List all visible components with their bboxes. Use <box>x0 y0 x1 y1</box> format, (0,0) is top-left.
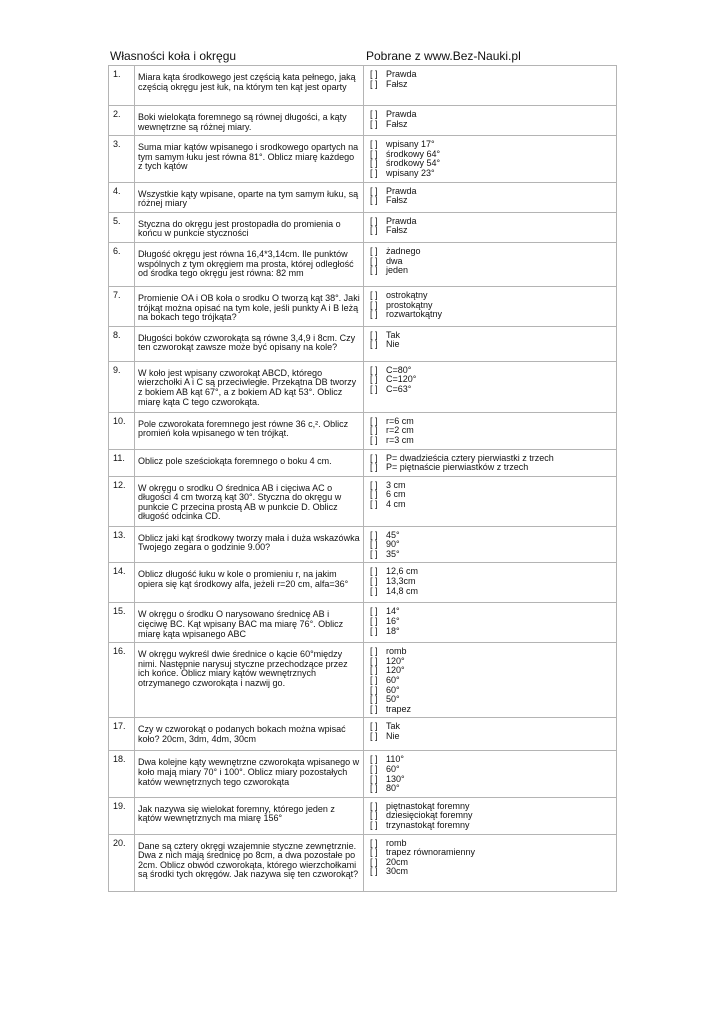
answer-options <box>364 242 617 286</box>
checkbox-icon[interactable]: [ ] <box>370 655 378 666</box>
answer-option-label: C=120° <box>386 374 417 385</box>
question-row <box>109 834 617 891</box>
answer-option-label: r=3 cm <box>386 434 414 445</box>
answer-option[interactable] <box>370 775 613 785</box>
answer-option-label: 110° <box>386 754 404 765</box>
question-row <box>109 449 617 476</box>
answer-option[interactable] <box>370 340 613 350</box>
answer-option[interactable] <box>370 765 613 775</box>
question-row <box>109 643 617 718</box>
question-row <box>109 136 617 182</box>
answer-option-label: trapez równoramienny <box>386 847 476 858</box>
checkbox-icon[interactable]: [ ] <box>370 616 378 627</box>
answer-option[interactable] <box>370 657 613 667</box>
answer-option[interactable] <box>370 540 613 550</box>
answer-options <box>364 136 617 182</box>
answer-options <box>364 286 617 326</box>
answer-option[interactable] <box>370 867 613 877</box>
answer-option[interactable] <box>370 705 613 715</box>
answer-option[interactable] <box>370 722 613 732</box>
checkbox-icon[interactable]: [ ] <box>370 837 378 848</box>
question-number: 13. <box>109 526 135 563</box>
answer-option-label: Prawda <box>386 185 417 196</box>
question-number: 14. <box>109 563 135 603</box>
question-text: Boki wielokąta foremnego są równej długości, a kąty wewnętrzne są różnej miary. <box>135 106 364 136</box>
answer-options <box>364 182 617 212</box>
checkbox-icon[interactable]: [ ] <box>370 452 378 463</box>
checkbox-icon[interactable]: [ ] <box>370 434 378 445</box>
answer-option-label: 3 cm <box>386 479 406 490</box>
answer-option-label: Fałsz <box>386 78 408 89</box>
question-text: Miara kąta środkowego jest częścią kata pełnego, jaką częścią okręgu jest łuk, na którym ten kąt jest oparty <box>135 66 364 106</box>
answer-option[interactable] <box>370 627 613 637</box>
question-text: Suma miar kątów wpisanego i srodkowego opartych na tym samym łuku jest równa 81°. Oblicz miarę każdego z tych kątów <box>135 136 364 182</box>
answer-option[interactable] <box>370 676 613 686</box>
answer-option-label: r=2 cm <box>386 425 414 436</box>
checkbox-icon[interactable]: [ ] <box>370 329 378 340</box>
question-number: 19. <box>109 797 135 834</box>
question-number: 1. <box>109 66 135 106</box>
answer-option-label: trzynastokąt foremny <box>386 819 470 830</box>
question-text: Styczna do okręgu jest prostopadła do promienia o końcu w punkcie styczności <box>135 212 364 242</box>
question-text: Długość okręgu jest równa 16,4*3,14cm. Ile punktów wspólnych z tym okręgiem ma prosta, której odległość od środka tego okręgu jest równa: 82 mm <box>135 242 364 286</box>
question-text: Wszystkie kąty wpisane, oparte na tym samym łuku, są różnej miary <box>135 182 364 212</box>
answer-option[interactable] <box>370 481 613 491</box>
answer-option[interactable] <box>370 500 613 510</box>
checkbox-icon[interactable]: [ ] <box>370 566 378 577</box>
answer-option-label: 60° <box>386 684 400 695</box>
answer-option-label: 14° <box>386 606 400 617</box>
quiz-table <box>108 65 617 892</box>
answer-option-label: 30cm <box>386 866 409 877</box>
answer-option[interactable] <box>370 385 613 395</box>
answer-option-label: wpisany 17° <box>386 139 435 150</box>
checkbox-icon[interactable]: [ ] <box>370 675 378 686</box>
checkbox-icon[interactable]: [ ] <box>370 819 378 830</box>
checkbox-icon[interactable]: [ ] <box>370 783 378 794</box>
answer-option-label: dwa <box>386 255 403 266</box>
page-title: Własności koła i okręgu <box>110 49 237 63</box>
checkbox-icon[interactable]: [ ] <box>370 289 378 300</box>
checkbox-icon[interactable]: [ ] <box>370 810 378 821</box>
answer-option-label: 90° <box>386 539 400 550</box>
answer-option-label: 12,6 cm <box>386 566 419 577</box>
checkbox-icon[interactable]: [ ] <box>370 684 378 695</box>
checkbox-icon[interactable]: [ ] <box>370 585 378 596</box>
checkbox-icon[interactable]: [ ] <box>370 576 378 587</box>
checkbox-icon[interactable]: [ ] <box>370 425 378 436</box>
question-text: Jak nazywa się wielokat foremny, którego jeden z kątów wewnętrznych ma miarę 156° <box>135 797 364 834</box>
answer-option[interactable] <box>370 120 613 130</box>
answer-option[interactable] <box>370 607 613 617</box>
question-number: 20. <box>109 834 135 891</box>
answer-options <box>364 797 617 834</box>
answer-option-label: P= piętnaście pierwiastków z trzech <box>386 462 529 473</box>
checkbox-icon[interactable]: [ ] <box>370 856 378 867</box>
question-number: 16. <box>109 643 135 718</box>
answer-options <box>364 563 617 603</box>
checkbox-icon[interactable]: [ ] <box>370 148 378 159</box>
checkbox-icon[interactable]: [ ] <box>370 265 378 276</box>
answer-option-label: 20cm <box>386 856 409 867</box>
answer-options <box>364 212 617 242</box>
checkbox-icon[interactable]: [ ] <box>370 245 378 256</box>
answer-option-label: Prawda <box>386 109 417 119</box>
answer-option-label: dziesięciokąt foremny <box>386 810 473 821</box>
question-number: 9. <box>109 361 135 412</box>
answer-option-label: żadnego <box>386 245 421 256</box>
answer-option[interactable] <box>370 587 613 597</box>
answer-options <box>364 751 617 797</box>
checkbox-icon[interactable]: [ ] <box>370 721 378 732</box>
checkbox-icon[interactable]: [ ] <box>370 800 378 811</box>
answer-options <box>364 718 617 751</box>
answer-option-label: środkowy 54° <box>386 158 441 169</box>
question-row <box>109 563 617 603</box>
answer-option[interactable] <box>370 463 613 473</box>
checkbox-icon[interactable]: [ ] <box>370 364 378 375</box>
question-row <box>109 718 617 751</box>
answer-option-label: 50° <box>386 694 400 705</box>
checkbox-icon[interactable]: [ ] <box>370 731 378 741</box>
checkbox-icon[interactable]: [ ] <box>370 754 378 765</box>
question-row <box>109 476 617 526</box>
answer-options <box>364 476 617 526</box>
question-number: 15. <box>109 603 135 643</box>
checkbox-icon[interactable]: [ ] <box>370 225 378 236</box>
question-row <box>109 797 617 834</box>
question-number: 4. <box>109 182 135 212</box>
answer-option[interactable] <box>370 331 613 341</box>
question-row <box>109 526 617 563</box>
question-number: 18. <box>109 751 135 797</box>
checkbox-icon[interactable]: [ ] <box>370 69 378 79</box>
question-text: W okręgu wykreśl dwie średnice o kącie 60°między nimi. Następnie narysuj styczne przechodzące przez ich końce. Oblicz miary kątów wewnętrznych otrzymanego czworokąta i nazwij go. <box>135 643 364 718</box>
answer-options <box>364 603 617 643</box>
checkbox-icon[interactable]: [ ] <box>370 625 378 636</box>
checkbox-icon[interactable]: [ ] <box>370 539 378 550</box>
checkbox-icon[interactable]: [ ] <box>370 299 378 310</box>
question-row <box>109 326 617 361</box>
answer-option-label: Nie <box>386 731 400 741</box>
answer-option-label: 120° <box>386 655 405 666</box>
question-row <box>109 286 617 326</box>
answer-option-label: jeden <box>386 265 409 276</box>
answer-option[interactable] <box>370 821 613 831</box>
question-number: 7. <box>109 286 135 326</box>
question-text: Pole czworokata foremnego jest równe 36 c,². Oblicz promień koła wpisanego w ten trójkąt. <box>135 412 364 449</box>
answer-options <box>364 834 617 891</box>
question-text: Czy w czworokąt o podanych bokach można wpisać koło? 20cm, 3dm, 4dm, 30cm <box>135 718 364 751</box>
answer-option[interactable] <box>370 266 613 276</box>
answer-option-label: 60° <box>386 675 400 686</box>
question-row <box>109 603 617 643</box>
checkbox-icon[interactable]: [ ] <box>370 109 378 119</box>
checkbox-icon[interactable]: [ ] <box>370 646 378 657</box>
answer-option[interactable] <box>370 550 613 560</box>
answer-option-label: Nie <box>386 339 400 350</box>
checkbox-icon[interactable]: [ ] <box>370 529 378 540</box>
answer-option-label: piętnastokąt foremny <box>386 800 470 811</box>
question-row <box>109 212 617 242</box>
answer-option-label: prostokątny <box>386 299 433 310</box>
answer-option[interactable] <box>370 169 613 179</box>
question-number: 8. <box>109 326 135 361</box>
question-number: 11. <box>109 449 135 476</box>
answer-option[interactable] <box>370 784 613 794</box>
answer-option-label: 6 cm <box>386 489 406 500</box>
question-text: Dwa kolejne kąty wewnętrzne czworokąta wpisanego w koło mają miary 70° i 100°. Oblicz miary pozostałych katów wewnętrznych tego czworokąta <box>135 751 364 797</box>
question-row <box>109 66 617 106</box>
answer-options <box>364 526 617 563</box>
question-number: 2. <box>109 106 135 136</box>
answer-option-label: Tak <box>386 329 401 340</box>
checkbox-icon[interactable]: [ ] <box>370 374 378 385</box>
checkbox-icon[interactable]: [ ] <box>370 694 378 705</box>
answer-option-label: 35° <box>386 548 400 559</box>
answer-option[interactable] <box>370 310 613 320</box>
answer-option-label: Prawda <box>386 69 417 79</box>
checkbox-icon[interactable]: [ ] <box>370 703 378 714</box>
answer-option-label: 130° <box>386 773 405 784</box>
question-text: Promienie OA i OB koła o srodku O tworzą kąt 38°. Jaki trójkąt można opisać na tym kole, jeśli punkty A i B leżą na bokach tego trójkąta? <box>135 286 364 326</box>
answer-options <box>364 361 617 412</box>
checkbox-icon[interactable]: [ ] <box>370 383 378 394</box>
answer-option-label: P= dwadzieścia cztery pierwiastki z trzech <box>386 452 554 463</box>
answer-option[interactable] <box>370 647 613 657</box>
question-number: 17. <box>109 718 135 751</box>
answer-option-label: 45° <box>386 529 400 540</box>
answer-option-label: C=63° <box>386 383 412 394</box>
checkbox-icon[interactable]: [ ] <box>370 215 378 226</box>
checkbox-icon[interactable]: [ ] <box>370 489 378 500</box>
answer-option-label: 60° <box>386 764 400 774</box>
answer-option-label: środkowy 64° <box>386 148 441 159</box>
answer-option[interactable] <box>370 617 613 627</box>
answer-option[interactable] <box>370 755 613 765</box>
answer-option[interactable] <box>370 531 613 541</box>
answer-option-label: 80° <box>386 783 400 794</box>
answer-options <box>364 326 617 361</box>
checkbox-icon[interactable]: [ ] <box>370 167 378 178</box>
question-text: W koło jest wpisany czworokąt ABCD, którego wierzchołki A i C są przeciwległe. Przekątna DB tworzy z bokiem AB kąt 67°, a z bokiem AD kąt 53°. Oblicz miarę kąta C tego czworokąta. <box>135 361 364 412</box>
answer-option[interactable] <box>370 490 613 500</box>
answer-option-label: Prawda <box>386 215 417 226</box>
answer-option-label: Fałsz <box>386 195 408 206</box>
answer-option-label: romb <box>386 837 407 848</box>
question-row <box>109 106 617 136</box>
answer-option-label: Fałsz <box>386 225 408 236</box>
answer-option-label: C=80° <box>386 364 412 375</box>
checkbox-icon[interactable]: [ ] <box>370 847 378 858</box>
checkbox-icon[interactable]: [ ] <box>370 764 378 774</box>
answer-options <box>364 643 617 718</box>
question-row <box>109 361 617 412</box>
question-text: Oblicz pole sześciokąta foremnego o boku 4 cm. <box>135 449 364 476</box>
answer-option-label: ostrokątny <box>386 289 428 300</box>
checkbox-icon[interactable]: [ ] <box>370 158 378 169</box>
answer-option[interactable] <box>370 686 613 696</box>
question-text: W okręgu o środku O narysowano średnicę AB i cięciwę BC. Kąt wpisany BAC ma miarę 76°. Oblicz miarę kąta wpisanego ABC <box>135 603 364 643</box>
answer-option[interactable] <box>370 732 613 742</box>
checkbox-icon[interactable]: [ ] <box>370 498 378 509</box>
answer-options <box>364 412 617 449</box>
answer-option-label: r=6 cm <box>386 415 414 426</box>
question-text: Dane są cztery okręgi wzajemnie styczne zewnętrznie. Dwa z nich mają średnicę po 8cm, a dwa pozostałe po 2cm. Oblicz obwód czworokąta, którego wierzchołkami są środki tych okręgów. Jak nazywa się ten czworokąt? <box>135 834 364 891</box>
checkbox-icon[interactable]: [ ] <box>370 606 378 617</box>
checkbox-icon[interactable]: [ ] <box>370 185 378 196</box>
checkbox-icon[interactable]: [ ] <box>370 462 378 473</box>
answer-option[interactable] <box>370 80 613 90</box>
answer-option-label: trapez <box>386 703 412 714</box>
checkbox-icon[interactable]: [ ] <box>370 479 378 490</box>
question-number: 3. <box>109 136 135 182</box>
checkbox-icon[interactable]: [ ] <box>370 195 378 206</box>
answer-option-label: Tak <box>386 721 401 732</box>
checkbox-icon[interactable]: [ ] <box>370 339 378 350</box>
answer-option-label: Fałsz <box>386 118 408 129</box>
answer-option-label: 4 cm <box>386 498 406 509</box>
checkbox-icon[interactable]: [ ] <box>370 139 378 150</box>
answer-option-label: 16° <box>386 616 400 627</box>
checkbox-icon[interactable]: [ ] <box>370 866 378 877</box>
question-text: Oblicz jaki kąt środkowy tworzy mała i duża wskazówka Twojego zegara o godzinie 9.00? <box>135 526 364 563</box>
answer-option-label: 18° <box>386 625 400 636</box>
answer-options <box>364 66 617 106</box>
question-row <box>109 242 617 286</box>
answer-option-label: rozwartokątny <box>386 309 443 320</box>
question-number: 12. <box>109 476 135 526</box>
checkbox-icon[interactable]: [ ] <box>370 78 378 89</box>
checkbox-icon[interactable]: [ ] <box>370 773 378 784</box>
question-text: Długości boków czworokąta są równe 3,4,9 i 8cm. Czy ten czworokąt zawsze może być opisany na kole? <box>135 326 364 361</box>
question-row <box>109 751 617 797</box>
question-row <box>109 182 617 212</box>
answer-options <box>364 449 617 476</box>
checkbox-icon[interactable]: [ ] <box>370 665 378 676</box>
checkbox-icon[interactable]: [ ] <box>370 548 378 559</box>
answer-option-label: 120° <box>386 665 405 676</box>
checkbox-icon[interactable]: [ ] <box>370 118 378 129</box>
checkbox-icon[interactable]: [ ] <box>370 309 378 320</box>
question-row <box>109 412 617 449</box>
answer-option[interactable] <box>370 226 613 236</box>
checkbox-icon[interactable]: [ ] <box>370 255 378 266</box>
question-number: 5. <box>109 212 135 242</box>
answer-option-label: 13,3cm <box>386 576 416 587</box>
answer-options <box>364 106 617 136</box>
answer-option-label: 14,8 cm <box>386 585 419 596</box>
answer-option[interactable] <box>370 666 613 676</box>
answer-option-label: romb <box>386 646 407 657</box>
question-text: Oblicz długość łuku w kole o promieniu r, na jakim opiera się kąt środkowy alfa, jeżeli r=20 cm, alfa=36° <box>135 563 364 603</box>
answer-option[interactable] <box>370 247 613 257</box>
checkbox-icon[interactable]: [ ] <box>370 415 378 426</box>
question-text: W okręgu o srodku O średnica AB i cięciwa AC o długości 4 cm tworzą kąt 30°. Styczna do okręgu w punkcie C przecina prostą AB w punkcie D. Oblicz długość odcinka CD. <box>135 476 364 526</box>
question-number: 6. <box>109 242 135 286</box>
source-label: Pobrane z www.Bez-Nauki.pl <box>366 49 521 63</box>
answer-option[interactable] <box>370 436 613 446</box>
answer-option-label: wpisany 23° <box>386 167 435 178</box>
answer-option[interactable] <box>370 196 613 206</box>
question-number: 10. <box>109 412 135 449</box>
